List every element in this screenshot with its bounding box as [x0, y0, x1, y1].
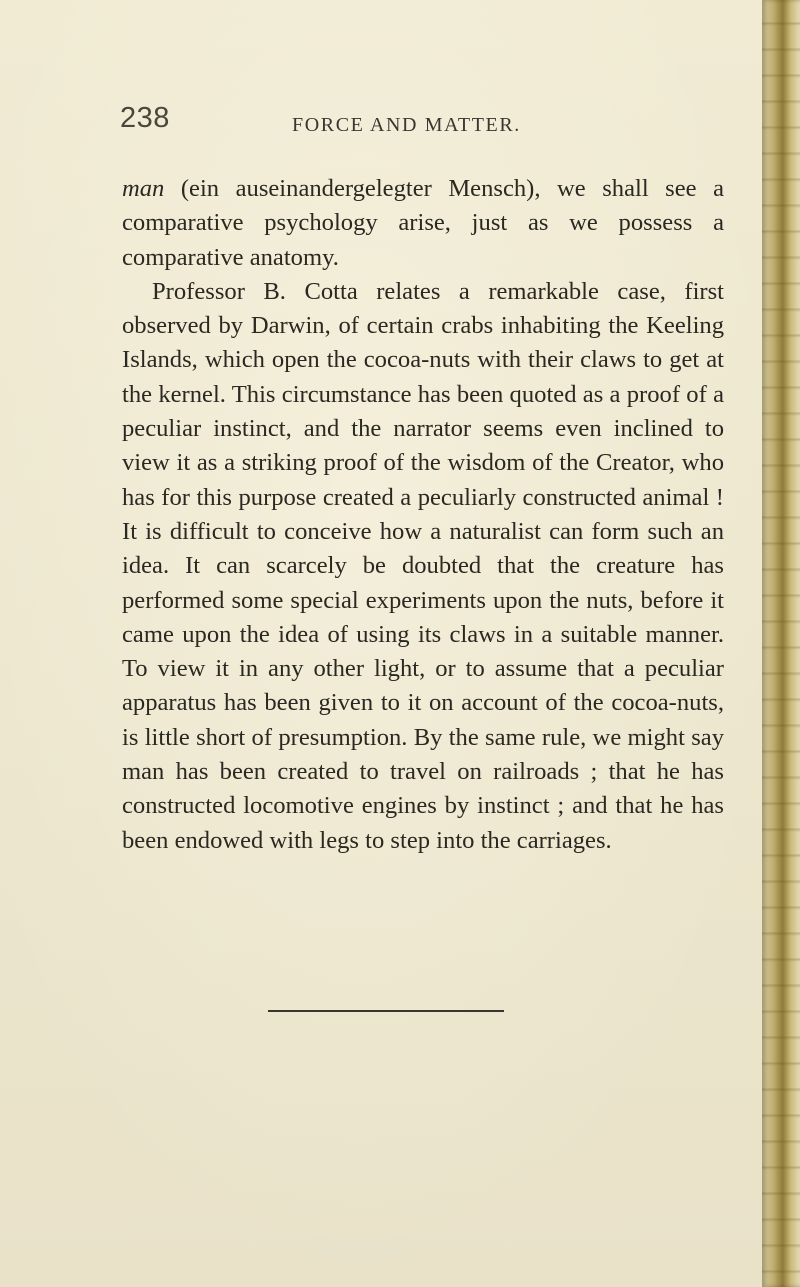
- paragraph-1-text: (ein auseinandergelegter Mensch), we shall see a comparative psychology arise, just as we possess a comparative anatomy.: [122, 175, 724, 271]
- section-divider-rule: [268, 1010, 504, 1012]
- running-title: FORCE AND MATTER.: [292, 114, 521, 136]
- italic-lead-word: man: [122, 175, 165, 202]
- page-edge-strip: [762, 0, 800, 1287]
- page-header: [108, 102, 748, 146]
- paragraph-2: Professor B. Cotta relates a remarkable case, first observed by Darwin, of certain crabs inhabiting the Keeling Islands, which open the cocoa-nuts with their claws to get at the kernel. This circumstance has been quoted as a proof of a peculiar instinct, and the narrator seems even inclined to view it as a striking proof of the wisdom of the Creator, who has for this purpose created a peculiarly constructed animal ! It is difficult to conceive how a naturalist can form such an idea. It can scarcely be doubted that the creature has performed some special experiments upon the nuts, before it came upon the idea of using its claws in a suitable manner. To view it in any other light, or to assume that a peculiar apparatus has been given to it on account of the cocoa-nuts, is little short of presumption. By the same rule, we might say man has been created to travel on railroads ; that he has constructed locomotive engines by instinct ; and that he has been endowed with legs to step into the carriages.: [122, 277, 724, 854]
- body-text: [122, 172, 724, 858]
- page-number: 238: [120, 102, 170, 134]
- paragraph-1: [122, 172, 724, 275]
